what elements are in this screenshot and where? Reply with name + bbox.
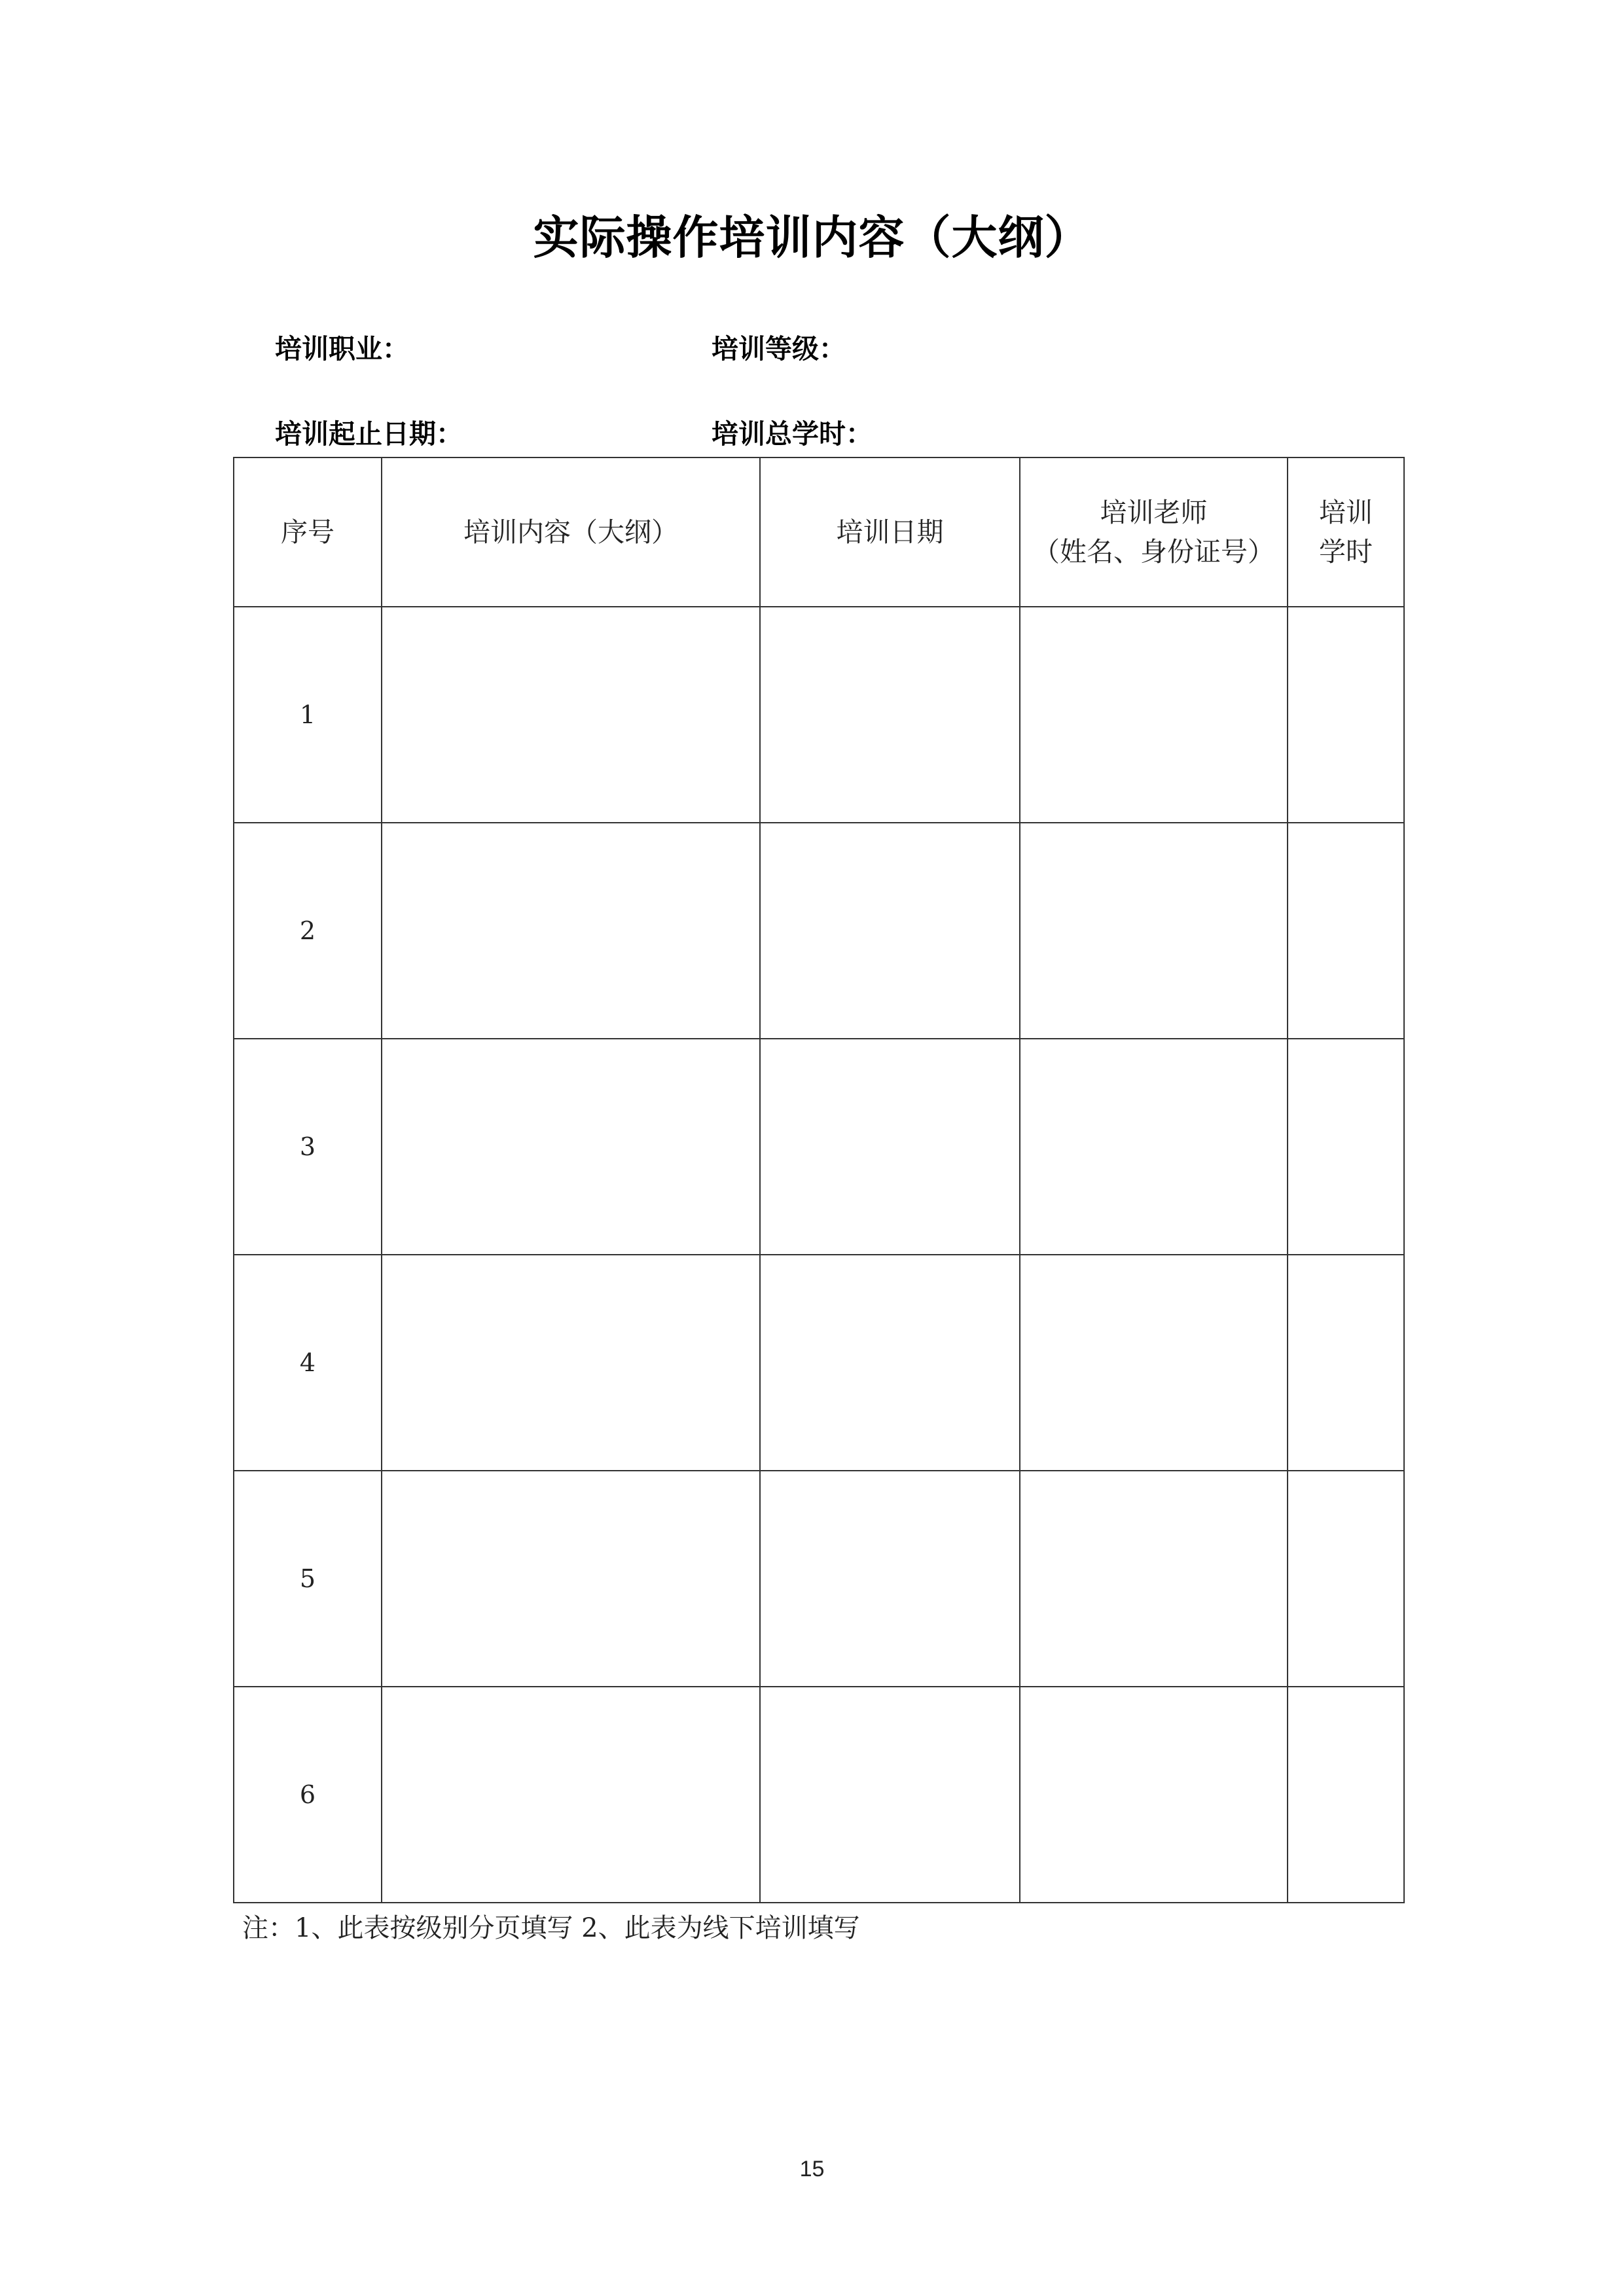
teacher-cell[interactable] bbox=[1020, 1255, 1288, 1471]
header-hours-line1: 培训 bbox=[1319, 497, 1373, 528]
header-hours-line2: 学时 bbox=[1319, 536, 1373, 567]
header-content: 培训内容（大纲） bbox=[382, 457, 760, 607]
teacher-cell[interactable] bbox=[1020, 1471, 1288, 1687]
row-number: 5 bbox=[234, 1471, 382, 1687]
header-teacher-line2: （姓名、身份证号） bbox=[1033, 536, 1274, 567]
hours-cell[interactable] bbox=[1288, 1471, 1404, 1687]
hours-cell[interactable] bbox=[1288, 1255, 1404, 1471]
training-outline-table bbox=[233, 457, 1405, 1903]
table-row bbox=[234, 1471, 1404, 1687]
header-teacher-line1: 培训老师 bbox=[1100, 497, 1208, 528]
row-number: 2 bbox=[234, 823, 382, 1039]
date-cell[interactable] bbox=[760, 823, 1020, 1039]
date-cell[interactable] bbox=[760, 1687, 1020, 1903]
table-row bbox=[234, 1255, 1404, 1471]
page-title: 实际操作培训内容（大纲） bbox=[533, 211, 1091, 264]
row-number: 3 bbox=[234, 1039, 382, 1255]
table-header-row bbox=[234, 457, 1404, 607]
header-date: 培训日期 bbox=[760, 457, 1020, 607]
date-cell[interactable] bbox=[760, 607, 1020, 823]
teacher-cell[interactable] bbox=[1020, 1039, 1288, 1255]
occupation-label: 培训职业： bbox=[275, 333, 409, 365]
table-row bbox=[234, 607, 1404, 823]
content-cell[interactable] bbox=[382, 1255, 760, 1471]
header-hours bbox=[1288, 457, 1404, 607]
table-row bbox=[234, 1687, 1404, 1903]
hours-cell[interactable] bbox=[1288, 607, 1404, 823]
header-teacher bbox=[1020, 457, 1288, 607]
hours-cell[interactable] bbox=[1288, 1687, 1404, 1903]
teacher-cell[interactable] bbox=[1020, 1687, 1288, 1903]
header-no: 序号 bbox=[234, 457, 382, 607]
page-number: 15 bbox=[799, 2157, 825, 2181]
content-cell[interactable] bbox=[382, 1471, 760, 1687]
content-cell[interactable] bbox=[382, 823, 760, 1039]
total-hours-label: 培训总学时： bbox=[712, 418, 873, 450]
date-range-label: 培训起止日期： bbox=[275, 418, 463, 450]
teacher-cell[interactable] bbox=[1020, 823, 1288, 1039]
content-cell[interactable] bbox=[382, 1039, 760, 1255]
hours-cell[interactable] bbox=[1288, 1039, 1404, 1255]
content-cell[interactable] bbox=[382, 1687, 760, 1903]
table-row bbox=[234, 1039, 1404, 1255]
content-cell[interactable] bbox=[382, 607, 760, 823]
date-cell[interactable] bbox=[760, 1255, 1020, 1471]
hours-cell[interactable] bbox=[1288, 823, 1404, 1039]
level-label: 培训等级： bbox=[712, 333, 846, 365]
row-number: 6 bbox=[234, 1687, 382, 1903]
date-cell[interactable] bbox=[760, 1039, 1020, 1255]
teacher-cell[interactable] bbox=[1020, 607, 1288, 823]
date-cell[interactable] bbox=[760, 1471, 1020, 1687]
row-number: 1 bbox=[234, 607, 382, 823]
row-number: 4 bbox=[234, 1255, 382, 1471]
table-row bbox=[234, 823, 1404, 1039]
footnote: 注：1、此表按级别分页填写 2、此表为线下培训填写 bbox=[242, 1913, 860, 1943]
